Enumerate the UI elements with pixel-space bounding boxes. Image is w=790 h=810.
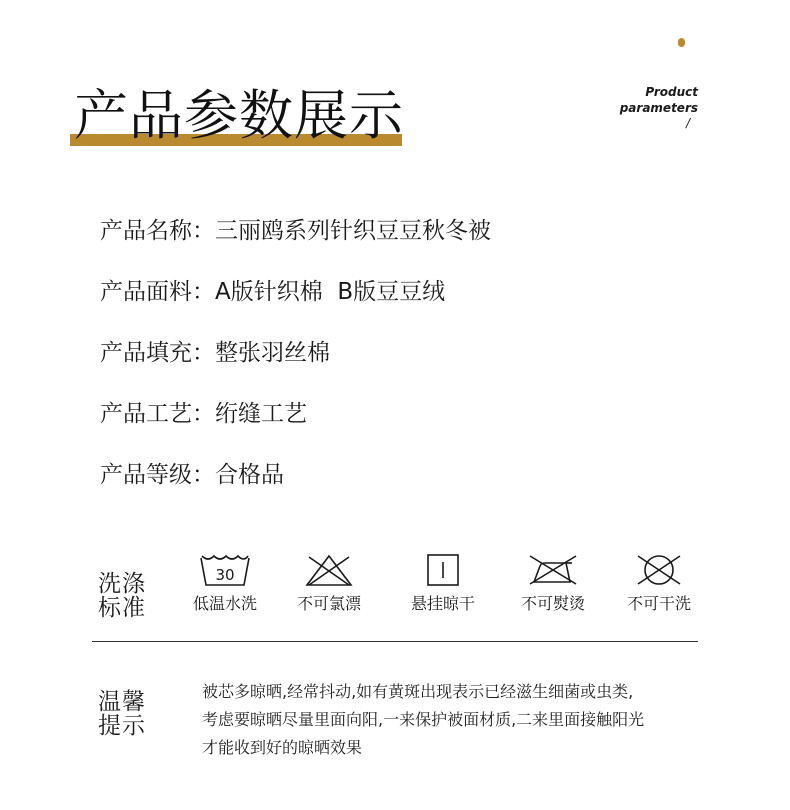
param-row-filling bbox=[100, 338, 491, 399]
wash-item-no-iron bbox=[508, 552, 598, 614]
wash-item-label: 不可干洗 bbox=[626, 594, 691, 613]
wash-item-no-bleach bbox=[284, 552, 374, 614]
param-label: 产品工艺： bbox=[100, 401, 215, 427]
param-value: 三丽鸥系列针织豆豆秋冬被 bbox=[215, 218, 491, 244]
params-list bbox=[100, 216, 491, 521]
param-label: 产品面料： bbox=[100, 279, 215, 305]
english-slash: / bbox=[686, 116, 691, 130]
tips-line: 才能收到好的晾晒效果 bbox=[202, 738, 363, 757]
page-title: 产品参数展示 bbox=[74, 84, 404, 147]
wash-temp-text: 30 bbox=[215, 566, 235, 584]
wash-30-icon bbox=[198, 552, 252, 588]
param-row-craft bbox=[100, 399, 491, 460]
param-value: 绗缝工艺 bbox=[215, 401, 307, 427]
param-label: 产品填充： bbox=[100, 340, 215, 366]
tips-line: 考虑要晾晒尽量里面向阳,一来保护被面材质,二来里面接触阳光 bbox=[202, 710, 645, 729]
param-label: 产品等级： bbox=[100, 462, 215, 488]
wash-item-low-temp bbox=[180, 552, 270, 614]
wash-item-label: 低温水洗 bbox=[192, 594, 257, 613]
english-heading-line1: Product bbox=[645, 85, 698, 99]
tips-text bbox=[202, 678, 722, 762]
param-value: 合格品 bbox=[215, 462, 284, 488]
wash-label-line2: 标准 bbox=[98, 595, 146, 621]
wash-item-no-dry-clean bbox=[614, 552, 704, 614]
wash-label-line1: 洗涤 bbox=[98, 571, 146, 597]
section-divider bbox=[92, 641, 698, 642]
no-iron-icon bbox=[526, 552, 580, 588]
no-dry-clean-icon bbox=[632, 552, 686, 588]
param-row-name bbox=[100, 216, 491, 277]
param-value: 整张羽丝棉 bbox=[215, 340, 330, 366]
no-bleach-icon bbox=[302, 552, 356, 588]
param-row-fabric bbox=[100, 277, 491, 338]
param-label: 产品名称： bbox=[100, 218, 215, 244]
wash-item-label: 不可熨烫 bbox=[520, 594, 585, 613]
param-row-grade bbox=[100, 460, 491, 521]
tips-line: 被芯多晾晒,经常抖动,如有黄斑出现表示已经滋生细菌或虫类, bbox=[202, 682, 634, 701]
english-heading-line2: parameters bbox=[619, 101, 698, 115]
tips-label-line1: 温馨 bbox=[98, 689, 146, 715]
tips-section-label bbox=[98, 690, 158, 738]
english-heading bbox=[620, 84, 698, 116]
param-value: A版针织棉 B版豆豆绒 bbox=[215, 279, 446, 305]
wash-item-label: 不可氯漂 bbox=[296, 594, 361, 613]
wash-section-label bbox=[98, 572, 158, 620]
wash-item-label: 悬挂晾干 bbox=[410, 594, 475, 613]
hang-dry-icon bbox=[416, 552, 470, 588]
wash-item-hang-dry bbox=[398, 552, 488, 614]
decorative-dot bbox=[678, 38, 685, 47]
tips-label-line2: 提示 bbox=[98, 713, 146, 739]
